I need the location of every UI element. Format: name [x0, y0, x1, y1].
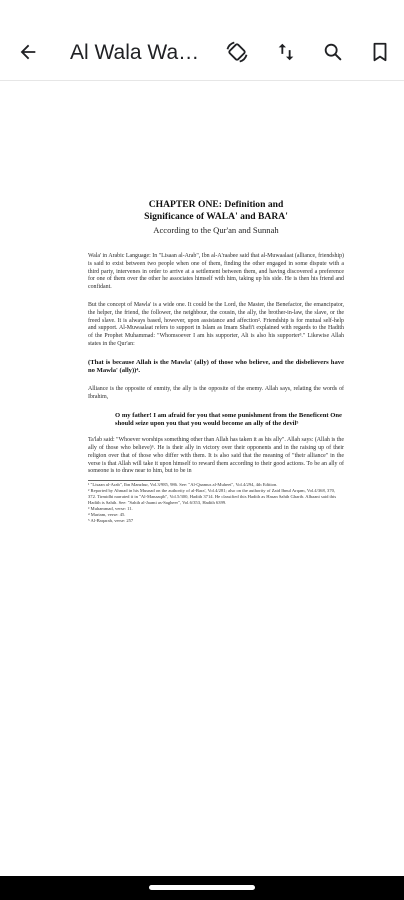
footnote-1: ¹ "Lisaan al-Arab", Ibn Manzhur, Vol.3/985, 986. See: "Al-Qaamus al-Muheet", Vol.4/294, 4th Edition. — [88, 482, 278, 488]
paragraph-wala-definition: Wala' in Arabic Language: In "Lisaan al-Arab", Ibn al-A'raabee said that al-Muwaalaat (alliance, friendship) is said to exist between two people when one of them, finding the other engaged in some dispute with a third party, intervenes in order to arrive at a settlement between them, and having discovered a preference for one of them over the other he associates himself with him, taking up his side. He is then his friend and confidant. — [88, 253, 344, 291]
footnote-4: ⁴ Mariam, verse: 45. — [88, 511, 126, 517]
chapter-subtitle: According to the Qur'an and Sunnah — [153, 225, 279, 235]
verse-allah-mawla: (That is because Allah is the Mawla' (ally) of those who believe, and the disbelievers have no Mawla' (ally))⁴. — [88, 358, 344, 374]
sort-button[interactable] — [272, 38, 300, 66]
footnote-divider — [88, 480, 160, 481]
rotate-screen-icon — [224, 39, 250, 65]
chapter-title-line1: CHAPTER ONE: Definition and — [148, 199, 284, 210]
page-content — [88, 199, 344, 524]
footnotes — [88, 482, 344, 523]
back-arrow-icon — [17, 41, 39, 63]
bookmark-icon — [369, 41, 391, 63]
bookmark-button[interactable] — [366, 38, 394, 66]
chapter-title-line2: Significance of WALA' and BARA' — [144, 211, 288, 222]
search-icon — [322, 41, 344, 63]
paragraph-mawla-concept: But the concept of Mawla' is a wide one. It could be the Lord, the Master, the Benefactor, the emancipator, the helper, the friend, the follower, the neighbour, the cousin, the ally, the brother-in-law, the slave, or the freed slave. It is always based, however, upon assistance and affection². Friendship is for mutual self-help and support. Al-Muwaalaat refers to support in Islam as Imam Shafi'i explained with regards to the Hadith of the Prophet Muhammad: "Whomsoever I am his supporter, Ali is also his supporter³." Likewise Allah states in the Qur'an: — [88, 301, 344, 347]
app-bar — [0, 0, 404, 81]
footnote-2: ² Reported by Ahmad in his Musnad on the authority of al-Bara', Vol.4/281; also on the authority of Zaid Ibnul Arqam, Vol.4/368, 370, 372. Tirmidhi narrated it in "Al-Manaaqib", Vol.5/300, Hadith 3714. He classified this Hadith as Hasan Sahih Gharib. Albaani said this Hadith is Sahih. See: "Sahih al-Jaami as-Sagheer", Vol.6/353, Hadith 6399. — [88, 488, 337, 505]
rotate-screen-button[interactable] — [223, 38, 251, 66]
document-title: Al Wala Wal... — [70, 41, 200, 64]
footnote-5: ⁵ Al-Baqarah, verse: 257 — [88, 517, 134, 523]
document-page[interactable] — [0, 81, 404, 876]
sort-icon — [275, 41, 297, 63]
back-button[interactable] — [14, 38, 42, 66]
search-button[interactable] — [319, 38, 347, 66]
quote-ibrahim: O my father! I am afraid for you that some punishment from the Beneficent One should seize upon you that you would become an ally of the devil⁵ — [115, 411, 342, 427]
home-gesture-handle[interactable] — [149, 885, 255, 890]
paragraph-talab: Ta'lab said: "Whoever worships something other than Allah has taken it as his ally". Allah says: (Allah is the ally of those who believe)⁶. He is their ally in victory over their opponents and in the raising up of their religion over that of those who differ with them. It is also said that the meaning of "their alliance" in the verse is that Allah will take it upon himself to reward them according to their good actions. To be an ally of someone is to draw near to him, but to be in — [88, 437, 344, 475]
footnote-3: ³ Muhammad, verse: 11. — [88, 505, 133, 511]
paragraph-alliance-enmity: Alliance is the opposite of enmity, the ally is the opposite of the enemy. Allah says, relating the words of Ibrahim, — [88, 386, 344, 400]
